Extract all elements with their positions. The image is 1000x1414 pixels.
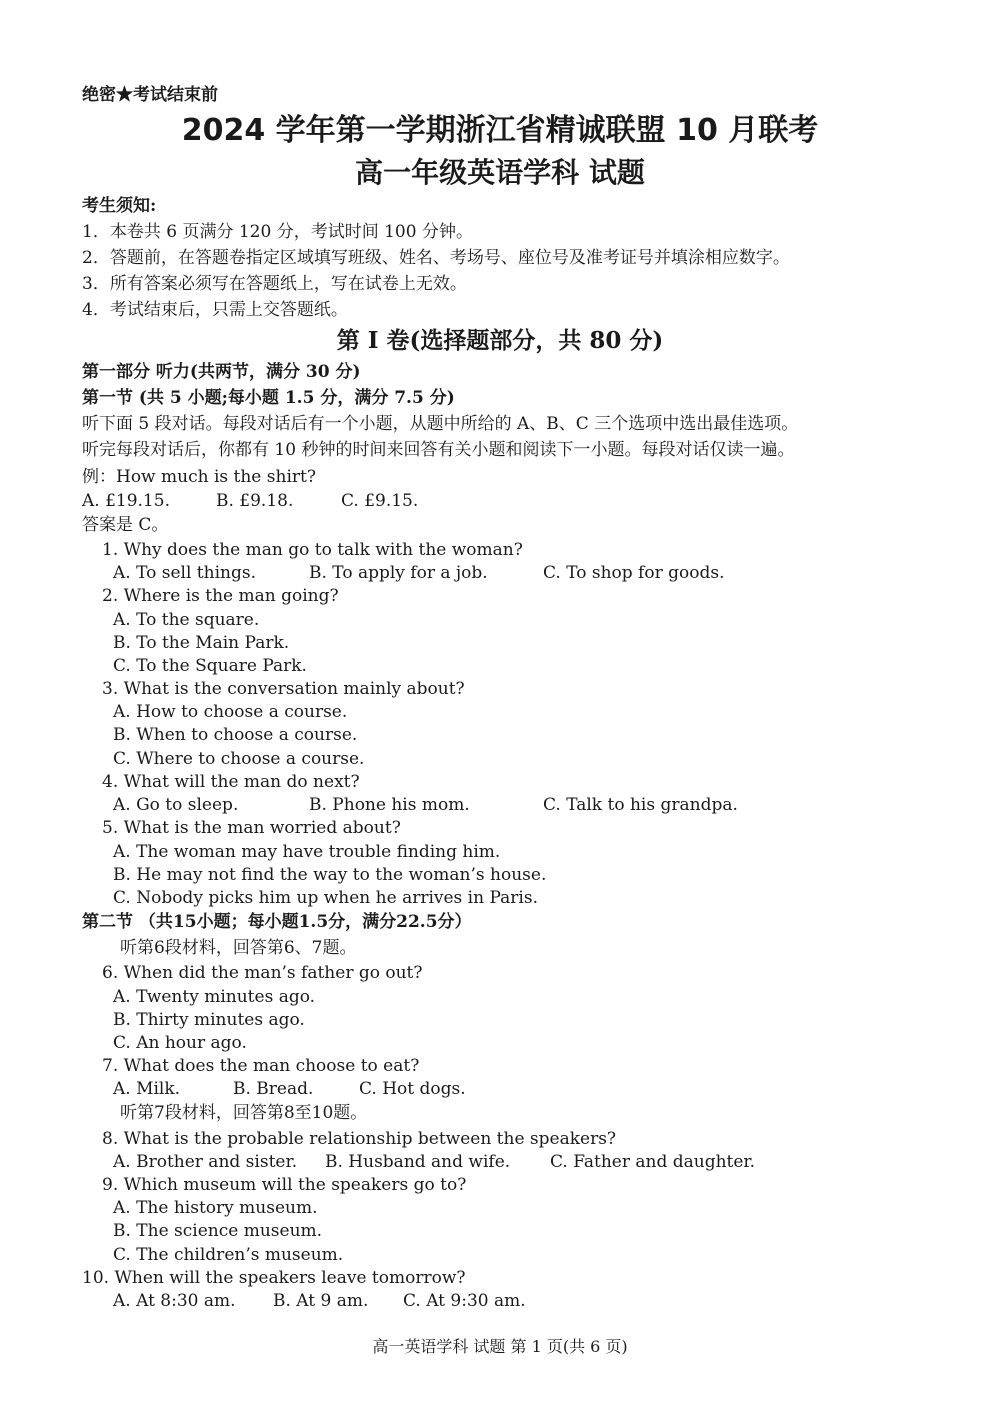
notice-item: 2．答题前，在答题卷指定区域填写班级、姓名、考场号、座位号及准考证号并填涂相应数字。 [82,248,790,268]
question-3: 3. What is the conversation mainly about? [102,679,465,699]
option: A. How to choose a course. [113,702,348,722]
option: A. To sell things. [113,563,256,583]
option: A. To the square. [113,610,260,630]
section1-instruction: 听完每段对话后，你都有 10 秒钟的时间来回答有关小题和阅读下一小题。每段对话仅读一遍。 [82,440,795,460]
material-7-note: 听第7段材料，回答第8至10题。 [120,1103,368,1123]
exam-title: 2024 学年第一学期浙江省精诚联盟 10 月联考 [181,113,819,148]
part1-heading: 第一部分 听力(共两节，满分 30 分) [82,362,361,382]
option: A. The woman may have trouble finding him. [113,842,501,862]
notice-heading: 考生须知: [82,196,157,216]
question-4: 4. What will the man do next? [102,772,360,792]
option: B. At 9 am. [273,1291,369,1311]
section2-heading: 第二节 （共15小题；每小题1.5分，满分22.5分） [82,912,472,932]
option: A. The history museum. [113,1198,318,1218]
option: C. The children’s museum. [113,1245,344,1265]
option: C. To shop for goods. [543,563,725,583]
page-footer: 高一英语学科 试题 第 1 页(共 6 页) [372,1337,628,1356]
section1-heading: 第一节 (共 5 小题;每小题 1.5 分，满分 7.5 分) [82,388,455,408]
confidential-label: 绝密★考试结束前 [82,85,218,105]
material-6-note: 听第6段材料，回答第6、7题。 [120,938,357,958]
option: C. Hot dogs. [359,1079,466,1099]
option: C. Where to choose a course. [113,749,365,769]
option: C. Father and daughter. [550,1152,756,1172]
option: A. Go to sleep. [113,795,239,815]
question-5: 5. What is the man worried about? [102,818,401,838]
option: A. At 8:30 am. [113,1291,236,1311]
option: C. An hour ago. [113,1033,247,1053]
volume-title: 第 I 卷(选择题部分，共 80 分) [336,327,664,354]
option: B. To apply for a job. [309,563,488,583]
option: C. At 9:30 am. [403,1291,526,1311]
section1-instruction: 听下面 5 段对话。每段对话后有一个小题，从题中所给的 A、B、C 三个选项中选出最佳选项。 [82,414,799,434]
option: B. Husband and wife. [325,1152,511,1172]
example-question: 例：How much is the shirt? [82,467,316,487]
option: A. Milk. [113,1079,181,1099]
question-6: 6. When did the man’s father go out? [102,963,423,983]
question-9: 9. Which museum will the speakers go to? [102,1175,467,1195]
example-option: A. £19.15. [82,491,170,511]
option: B. To the Main Park. [113,633,290,653]
notice-item: 4．考试结束后，只需上交答题纸。 [82,300,348,320]
option: B. When to choose a course. [113,725,358,745]
example-option: C. £9.15. [341,491,419,511]
option: B. He may not find the way to the woman’s house. [113,865,547,885]
option: B. Bread. [233,1079,314,1099]
example-answer: 答案是 C。 [82,515,169,535]
question-8: 8. What is the probable relationship between the speakers? [102,1129,617,1149]
option: B. Thirty minutes ago. [113,1010,305,1030]
example-option: B. £9.18. [216,491,294,511]
option: C. Nobody picks him up when he arrives in Paris. [113,888,538,908]
option: C. To the Square Park. [113,656,307,676]
question-7: 7. What does the man choose to eat? [102,1056,420,1076]
option: A. Brother and sister. [113,1152,298,1172]
question-1: 1. Why does the man go to talk with the woman? [102,540,523,560]
notice-item: 3．所有答案必须写在答题纸上，写在试卷上无效。 [82,274,467,294]
option: B. The science museum. [113,1221,323,1241]
notice-item: 1．本卷共 6 页满分 120 分，考试时间 100 分钟。 [82,222,473,242]
option: A. Twenty minutes ago. [113,987,316,1007]
option: C. Talk to his grandpa. [543,795,738,815]
option: B. Phone his mom. [309,795,470,815]
exam-subtitle: 高一年级英语学科 试题 [355,156,645,189]
question-2: 2. Where is the man going? [102,586,339,606]
question-10: 10. When will the speakers leave tomorrow? [82,1268,466,1288]
